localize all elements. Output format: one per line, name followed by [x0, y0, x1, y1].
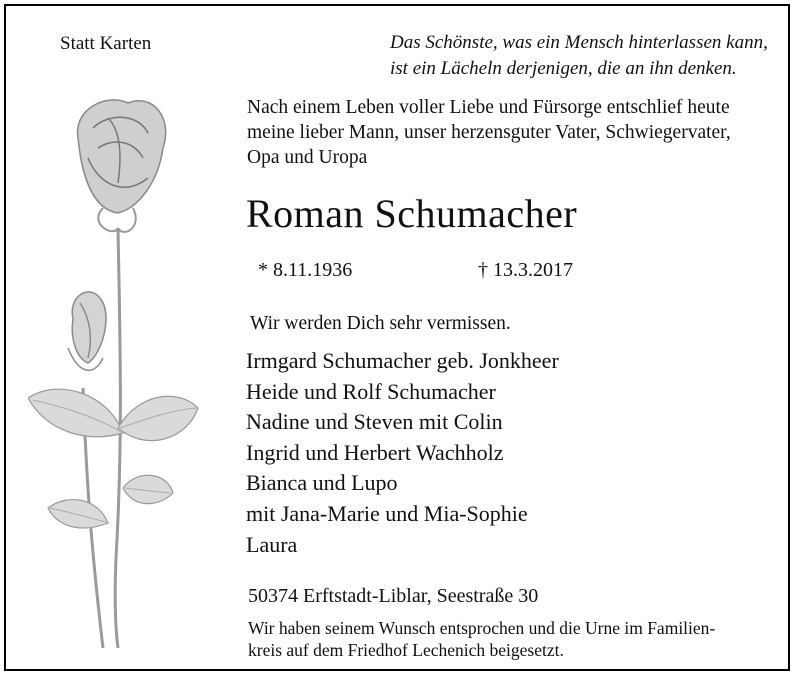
- list-item: Nadine und Steven mit Colin: [246, 409, 503, 435]
- death-date: † 13.3.2017: [478, 259, 573, 281]
- quote-line: Das Schönste, was ein Mensch hinterlassen kann,: [390, 32, 768, 53]
- intro-text: [247, 95, 731, 170]
- deceased-name: Roman Schumacher: [246, 191, 578, 236]
- list-item: Irmgard Schumacher geb. Jonkheer: [246, 348, 559, 373]
- list-item: Ingrid und Herbert Wachholz: [246, 439, 504, 465]
- quote-line: ist ein Lächeln derjenigen, die an ihn denken.: [390, 58, 737, 79]
- note-line: Wir haben seinem Wunsch entsprochen und die Urne im Familien-: [248, 618, 716, 638]
- list-item: mit Jana-Marie und Mia-Sophie: [246, 500, 528, 526]
- note-line: kreis auf dem Friedhof Lechenich beigesetzt.: [248, 640, 564, 660]
- miss-line: Wir werden Dich sehr vermissen.: [250, 313, 511, 334]
- intro-line: meine lieber Mann, unser herzensguter Vater, Schwiegervater,: [247, 122, 731, 143]
- list-item: Bianca und Lupo: [246, 470, 398, 496]
- intro-line: Opa und Uropa: [247, 147, 368, 168]
- list-item: Heide und Rolf Schumacher: [246, 378, 496, 404]
- birth-date: * 8.11.1936: [258, 259, 353, 281]
- rose-illustration: [28, 88, 218, 648]
- statt-karten-label: Statt Karten: [60, 33, 152, 54]
- mourners-list: [246, 346, 559, 560]
- burial-note: [248, 617, 715, 661]
- intro-line: Nach einem Leben voller Liebe und Fürsorge entschlief heute: [247, 97, 730, 118]
- quote: [390, 30, 768, 82]
- address: 50374 Erftstadt-Liblar, Seestraße 30: [248, 585, 539, 607]
- list-item: Laura: [246, 531, 298, 557]
